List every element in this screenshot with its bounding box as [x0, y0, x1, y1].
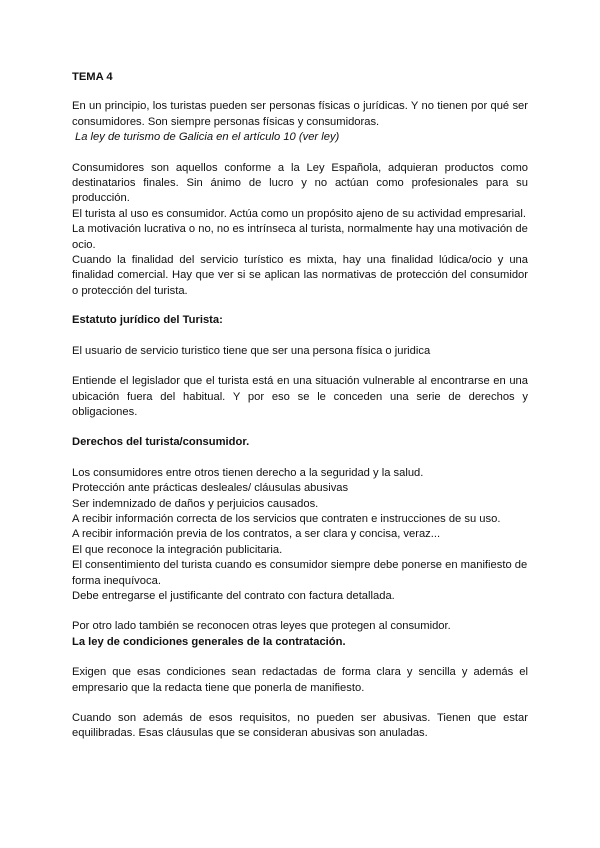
- intro-law-reference: La ley de turismo de Galicia en el artículo 10 (ver ley): [75, 131, 340, 144]
- spacer: [72, 359, 528, 374]
- leyes-abusive-paragraph: Cuando son además de esos requisitos, no pueden ser abusivas. Tienen que estar equilibradas. Esas cláusulas que se consideran abusivas son anuladas.: [72, 712, 528, 740]
- list-item: A recibir información previa de los contratos, a ser clara y concisa, veraz...: [72, 528, 441, 541]
- list-item: A recibir información correcta de los servicios que contraten e instrucciones de su uso.: [72, 512, 501, 525]
- spacer: [72, 329, 528, 344]
- spacer: [72, 696, 528, 711]
- list-item: Debe entregarse el justificante del contrato con factura detallada.: [72, 589, 395, 602]
- list-item: El que reconoce la integración publicitaria.: [72, 543, 283, 556]
- document-title: TEMA 4: [72, 71, 113, 83]
- spacer: [72, 420, 528, 435]
- estatuto-user-paragraph: El usuario de servicio turistico tiene que ser una persona física o juridica: [72, 344, 431, 357]
- consumers-tourist-paragraph: El turista al uso es consumidor. Actúa como un propósito ajeno de su actividad empresarial.: [72, 207, 526, 220]
- leyes-heading: La ley de condiciones generales de la contratación.: [72, 635, 346, 648]
- estatuto-heading: Estatuto jurídico del Turista:: [72, 314, 223, 327]
- spacer: [72, 299, 528, 313]
- spacer: [72, 650, 528, 665]
- list-item: El consentimiento del turista cuando es consumidor siempre debe ponerse en manifiesto de forma inequívoca.: [72, 559, 528, 587]
- intro-paragraph: En un principio, los turistas pueden ser personas físicas o jurídicas. Y no tienen por qué ser consumidores. Son siempre personas físicas y consumidoras.: [72, 100, 528, 128]
- list-item: Ser indemnizado de daños y perjuicios causados.: [72, 497, 319, 510]
- estatuto-vulnerable-paragraph: Entiende el legislador que el turista está en una situación vulnerable al encontrarse en una ubicación fuera del habitual. Y por eso se le conceden una serie de derechos y obligaciones.: [72, 375, 528, 418]
- derechos-heading: Derechos del turista/consumidor.: [72, 436, 250, 449]
- spacer: [72, 146, 528, 161]
- leyes-intro-paragraph: Por otro lado también se reconocen otras leyes que protegen al consumidor.: [72, 620, 451, 633]
- derechos-list: [72, 466, 528, 605]
- document-page: [72, 70, 528, 742]
- consumers-motivation-paragraph: La motivación lucrativa o no, no es intrínseca al turista, normalmente hay una motivación de ocio.: [72, 223, 528, 251]
- spacer: [72, 604, 528, 619]
- list-item: Protección ante prácticas desleales/ cláusulas abusivas: [72, 482, 349, 495]
- consumers-definition-paragraph: Consumidores son aquellos conforme a la Ley Española, adquieran productos como destinatarios finales. Sin ánimo de lucro y no actúan como profesionales para su producción.: [72, 161, 528, 205]
- spacer: [72, 451, 528, 466]
- list-item: Los consumidores entre otros tienen derecho a la seguridad y la salud.: [72, 466, 424, 479]
- leyes-conditions-paragraph: Exigen que esas condiciones sean redactadas de forma clara y sencilla y además el empresario que la redacta tiene que ponerla de manifiesto.: [72, 666, 528, 694]
- consumers-mixed-purpose-paragraph: Cuando la finalidad del servicio turístico es mixta, hay una finalidad lúdica/ocio y una finalidad comercial. Hay que ver si se aplican las normativas de protección del consumidor o protección del turista.: [72, 254, 528, 297]
